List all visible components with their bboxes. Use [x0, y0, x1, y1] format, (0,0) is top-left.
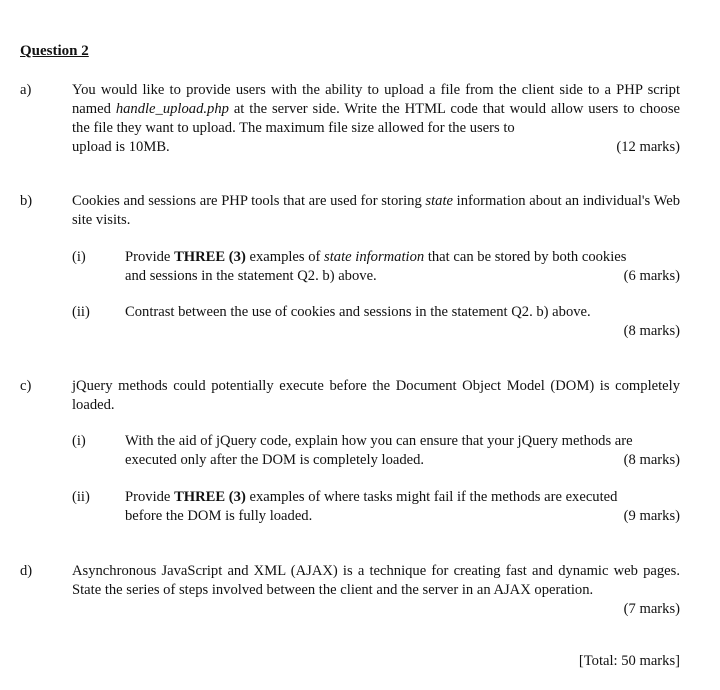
part-b-label: b): [20, 193, 33, 209]
part-c-ii-text: [125, 488, 680, 526]
part-b-i-label: (i): [72, 249, 86, 265]
part-d-text-1: Asynchronous JavaScript and XML (AJAX) is a technique for creating fast and dynamic web pages. State the series of steps involved between the client and the server in an AJAX operation.: [72, 563, 680, 598]
part-d-label: d): [20, 563, 33, 579]
part-c-ii-bold: THREE (3): [174, 489, 246, 505]
part-b-i-text-3: that can be stored by both cookies: [424, 249, 627, 265]
part-b-ii-marks: (8 marks): [623, 323, 680, 339]
part-c-ii-text-2: examples of where tasks might fail if the methods are executed: [245, 489, 618, 505]
part-c-ii-last-line: [125, 507, 680, 526]
part-b-i-bold: THREE (3): [174, 249, 246, 265]
part-c-i-last-line: [125, 451, 680, 470]
part-d-marks: (7 marks): [623, 601, 680, 617]
part-b-i-italic: state information: [324, 249, 425, 265]
question-heading: Question 2: [20, 43, 89, 59]
part-a-text-2: at the server side. Write the HTML code that would allow users to choose the file they want to upload. The maximum file size allowed for the users to: [72, 101, 680, 136]
part-c-i-text-1: With the aid of jQuery code, explain how you can ensure that your jQuery methods are: [125, 433, 633, 449]
part-c-i-text: [125, 432, 680, 470]
part-c-label: c): [20, 378, 32, 394]
part-b-i-text-2: examples of: [245, 249, 325, 265]
part-a-filename: handle_upload.php: [115, 101, 229, 117]
part-c-i-last-line-text: executed only after the DOM is completely loaded.: [125, 452, 425, 468]
part-b-text: [72, 192, 680, 230]
part-a-text-1: You would like to provide users with the ability to upload a file from the client side to a PHP script named: [72, 82, 680, 117]
part-c-ii-label: (ii): [72, 489, 90, 505]
part-c-ii-last-line-text: before the DOM is fully loaded.: [125, 508, 313, 524]
part-b-state-word: state: [425, 193, 453, 209]
total-marks: [Total: 50 marks]: [578, 653, 680, 669]
part-b-i-last-line: [125, 267, 680, 286]
part-b-ii-text-1: Contrast between the use of cookies and sessions in the statement Q2. b) above.: [125, 304, 591, 320]
part-b-i-text-1: Provide: [125, 249, 175, 265]
part-a-last-line-text: upload is 10MB.: [72, 139, 170, 155]
part-b-i-last-line-text: and sessions in the statement Q2. b) above.: [125, 268, 377, 284]
part-c-i-marks: (8 marks): [623, 452, 680, 468]
part-b-ii-label: (ii): [72, 304, 90, 320]
part-c-ii-text-1: Provide: [125, 489, 175, 505]
part-b-text-1: Cookies and sessions are PHP tools that are used for storing: [72, 193, 426, 209]
part-a-last-line: [72, 138, 680, 157]
part-b-ii-text: [125, 303, 680, 341]
part-a-text: [72, 81, 680, 157]
part-b-i-marks: (6 marks): [623, 268, 680, 284]
part-c-ii-marks: (9 marks): [623, 508, 680, 524]
part-a-label: a): [20, 82, 32, 98]
part-b-i-text: [125, 248, 680, 286]
part-c-text: jQuery methods could potentially execute before the Document Object Model (DOM) is completely loaded.: [72, 378, 680, 413]
part-b-text-2: information about an individual's Web site visits.: [72, 193, 680, 228]
part-c-i-label: (i): [72, 433, 86, 449]
part-d-text: [72, 562, 680, 619]
part-a-marks: (12 marks): [616, 139, 680, 155]
